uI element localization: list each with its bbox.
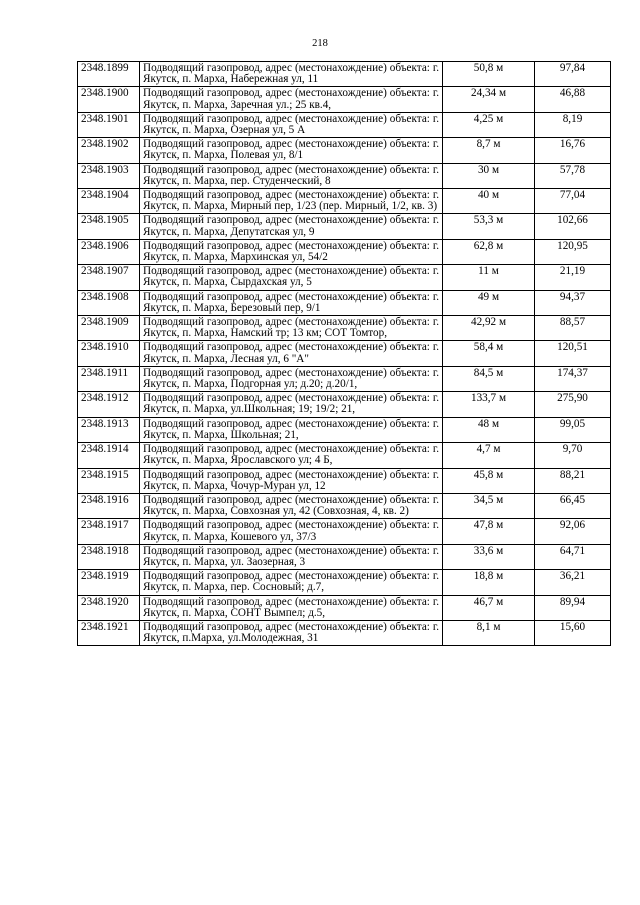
page-number: 218 xyxy=(312,38,328,49)
table-row xyxy=(78,239,611,264)
row-number-cell: 2348.1919 xyxy=(78,570,140,595)
value-cell: 120,51 xyxy=(535,341,611,366)
value-cell: 77,04 xyxy=(535,189,611,214)
row-number-cell: 2348.1921 xyxy=(78,620,140,645)
value-cell: 46,88 xyxy=(535,87,611,112)
object-description-cell: Подводящий газопровод, адрес (местонахождение) объекта: г. Якутск, п. Марха, Подгорная ул; д.20; д.20/1, xyxy=(140,366,443,391)
table-row xyxy=(78,189,611,214)
length-cell: 34,5 м xyxy=(443,493,535,518)
table-row xyxy=(78,265,611,290)
value-cell: 15,60 xyxy=(535,620,611,645)
length-cell: 58,4 м xyxy=(443,341,535,366)
value-cell: 275,90 xyxy=(535,392,611,417)
row-number-cell: 2348.1920 xyxy=(78,595,140,620)
value-cell: 94,37 xyxy=(535,290,611,315)
row-number-cell: 2348.1915 xyxy=(78,468,140,493)
object-description-cell: Подводящий газопровод, адрес (местонахождение) объекта: г. Якутск, п. Марха, Мархинская ул, 54/2 xyxy=(140,239,443,264)
object-description-cell: Подводящий газопровод, адрес (местонахождение) объекта: г. Якутск, п. Марха, пер. Студенческий, 8 xyxy=(140,163,443,188)
object-description-cell: Подводящий газопровод, адрес (местонахождение) объекта: г. Якутск, п. Марха, Чочур-Муран ул, 12 xyxy=(140,468,443,493)
row-number-cell: 2348.1918 xyxy=(78,544,140,569)
value-cell: 102,66 xyxy=(535,214,611,239)
table-row xyxy=(78,62,611,87)
value-cell: 89,94 xyxy=(535,595,611,620)
row-number-cell: 2348.1905 xyxy=(78,214,140,239)
row-number-cell: 2348.1903 xyxy=(78,163,140,188)
length-cell: 47,8 м xyxy=(443,519,535,544)
row-number-cell: 2348.1907 xyxy=(78,265,140,290)
object-description-cell: Подводящий газопровод, адрес (местонахождение) объекта: г. Якутск, п. Марха, Набережная ул, 11 xyxy=(140,62,443,87)
table-row xyxy=(78,112,611,137)
object-description-cell: Подводящий газопровод, адрес (местонахождение) объекта: г. Якутск, п.Марха, ул.Молодежная, 31 xyxy=(140,620,443,645)
row-number-cell: 2348.1913 xyxy=(78,417,140,442)
length-cell: 18,8 м xyxy=(443,570,535,595)
table-row xyxy=(78,366,611,391)
table-row xyxy=(78,392,611,417)
value-cell: 66,45 xyxy=(535,493,611,518)
table-row xyxy=(78,163,611,188)
row-number-cell: 2348.1916 xyxy=(78,493,140,518)
length-cell: 11 м xyxy=(443,265,535,290)
length-cell: 49 м xyxy=(443,290,535,315)
row-number-cell: 2348.1914 xyxy=(78,443,140,468)
row-number-cell: 2348.1908 xyxy=(78,290,140,315)
value-cell: 99,05 xyxy=(535,417,611,442)
object-description-cell: Подводящий газопровод, адрес (местонахождение) объекта: г. Якутск, п. Марха, Совхозная ул, 42 (Совхозная, 4, кв. 2) xyxy=(140,493,443,518)
row-number-cell: 2348.1911 xyxy=(78,366,140,391)
row-number-cell: 2348.1900 xyxy=(78,87,140,112)
length-cell: 33,6 м xyxy=(443,544,535,569)
row-number-cell: 2348.1909 xyxy=(78,316,140,341)
table-row xyxy=(78,595,611,620)
object-description-cell: Подводящий газопровод, адрес (местонахождение) объекта: г. Якутск, п. Марха, ул.Школьная; 19; 19/2; 21, xyxy=(140,392,443,417)
row-number-cell: 2348.1902 xyxy=(78,138,140,163)
value-cell: 16,76 xyxy=(535,138,611,163)
row-number-cell: 2348.1899 xyxy=(78,62,140,87)
table-row xyxy=(78,341,611,366)
value-cell: 120,95 xyxy=(535,239,611,264)
length-cell: 133,7 м xyxy=(443,392,535,417)
length-cell: 50,8 м xyxy=(443,62,535,87)
length-cell: 48 м xyxy=(443,417,535,442)
length-cell: 62,8 м xyxy=(443,239,535,264)
value-cell: 57,78 xyxy=(535,163,611,188)
object-description-cell: Подводящий газопровод, адрес (местонахождение) объекта: г. Якутск, п. Марха, Школьная; 21, xyxy=(140,417,443,442)
value-cell: 97,84 xyxy=(535,62,611,87)
row-number-cell: 2348.1912 xyxy=(78,392,140,417)
object-description-cell: Подводящий газопровод, адрес (местонахождение) объекта: г. Якутск, п. Марха, Полевая ул, 8/1 xyxy=(140,138,443,163)
length-cell: 4,25 м xyxy=(443,112,535,137)
value-cell: 9,70 xyxy=(535,443,611,468)
value-cell: 21,19 xyxy=(535,265,611,290)
length-cell: 45,8 м xyxy=(443,468,535,493)
table-row xyxy=(78,620,611,645)
registry-table xyxy=(77,61,611,646)
value-cell: 8,19 xyxy=(535,112,611,137)
object-description-cell: Подводящий газопровод, адрес (местонахождение) объекта: г. Якутск, п. Марха, Озерная ул, 5 А xyxy=(140,112,443,137)
length-cell: 84,5 м xyxy=(443,366,535,391)
object-description-cell: Подводящий газопровод, адрес (местонахождение) объекта: г. Якутск, п. Марха, Ярославского ул; 4 Б, xyxy=(140,443,443,468)
object-description-cell: Подводящий газопровод, адрес (местонахождение) объекта: г. Якутск, п. Марха, ул. Заозерная, 3 xyxy=(140,544,443,569)
length-cell: 24,34 м xyxy=(443,87,535,112)
row-number-cell: 2348.1910 xyxy=(78,341,140,366)
row-number-cell: 2348.1906 xyxy=(78,239,140,264)
table-row xyxy=(78,290,611,315)
object-description-cell: Подводящий газопровод, адрес (местонахождение) объекта: г. Якутск, п. Марха, Заречная ул.; 25 кв.4, xyxy=(140,87,443,112)
table-row xyxy=(78,87,611,112)
table-row xyxy=(78,316,611,341)
length-cell: 4,7 м xyxy=(443,443,535,468)
length-cell: 53,3 м xyxy=(443,214,535,239)
length-cell: 30 м xyxy=(443,163,535,188)
object-description-cell: Подводящий газопровод, адрес (местонахождение) объекта: г. Якутск, п. Марха, Кошевого ул, 37/3 xyxy=(140,519,443,544)
object-description-cell: Подводящий газопровод, адрес (местонахождение) объекта: г. Якутск, п. Марха, Сырдахская ул, 5 xyxy=(140,265,443,290)
value-cell: 174,37 xyxy=(535,366,611,391)
object-description-cell: Подводящий газопровод, адрес (местонахождение) объекта: г. Якутск, п. Марха, Намский тр; 13 км; СОТ Томтор, xyxy=(140,316,443,341)
table-row xyxy=(78,519,611,544)
registry-table-body xyxy=(78,62,611,646)
value-cell: 88,57 xyxy=(535,316,611,341)
value-cell: 88,21 xyxy=(535,468,611,493)
object-description-cell: Подводящий газопровод, адрес (местонахождение) объекта: г. Якутск, п. Марха, Мирный пер, 1/23 (пер. Мирный, 1/2, кв. 3) xyxy=(140,189,443,214)
object-description-cell: Подводящий газопровод, адрес (местонахождение) объекта: г. Якутск, п. Марха, СОНТ Вымпел; д.5, xyxy=(140,595,443,620)
row-number-cell: 2348.1904 xyxy=(78,189,140,214)
object-description-cell: Подводящий газопровод, адрес (местонахождение) объекта: г. Якутск, п. Марха, Березовый пер, 9/1 xyxy=(140,290,443,315)
row-number-cell: 2348.1901 xyxy=(78,112,140,137)
table-row xyxy=(78,493,611,518)
object-description-cell: Подводящий газопровод, адрес (местонахождение) объекта: г. Якутск, п. Марха, Лесная ул, 6 "А" xyxy=(140,341,443,366)
object-description-cell: Подводящий газопровод, адрес (местонахождение) объекта: г. Якутск, п. Марха, Депутатская ул, 9 xyxy=(140,214,443,239)
length-cell: 8,7 м xyxy=(443,138,535,163)
value-cell: 64,71 xyxy=(535,544,611,569)
table-row xyxy=(78,570,611,595)
length-cell: 8,1 м xyxy=(443,620,535,645)
value-cell: 36,21 xyxy=(535,570,611,595)
table-row xyxy=(78,544,611,569)
table-row xyxy=(78,214,611,239)
length-cell: 46,7 м xyxy=(443,595,535,620)
table-row xyxy=(78,443,611,468)
object-description-cell: Подводящий газопровод, адрес (местонахождение) объекта: г. Якутск, п. Марха, пер. Сосновый; д.7, xyxy=(140,570,443,595)
length-cell: 42,92 м xyxy=(443,316,535,341)
value-cell: 92,06 xyxy=(535,519,611,544)
length-cell: 40 м xyxy=(443,189,535,214)
table-row xyxy=(78,417,611,442)
row-number-cell: 2348.1917 xyxy=(78,519,140,544)
table-row xyxy=(78,468,611,493)
table-row xyxy=(78,138,611,163)
